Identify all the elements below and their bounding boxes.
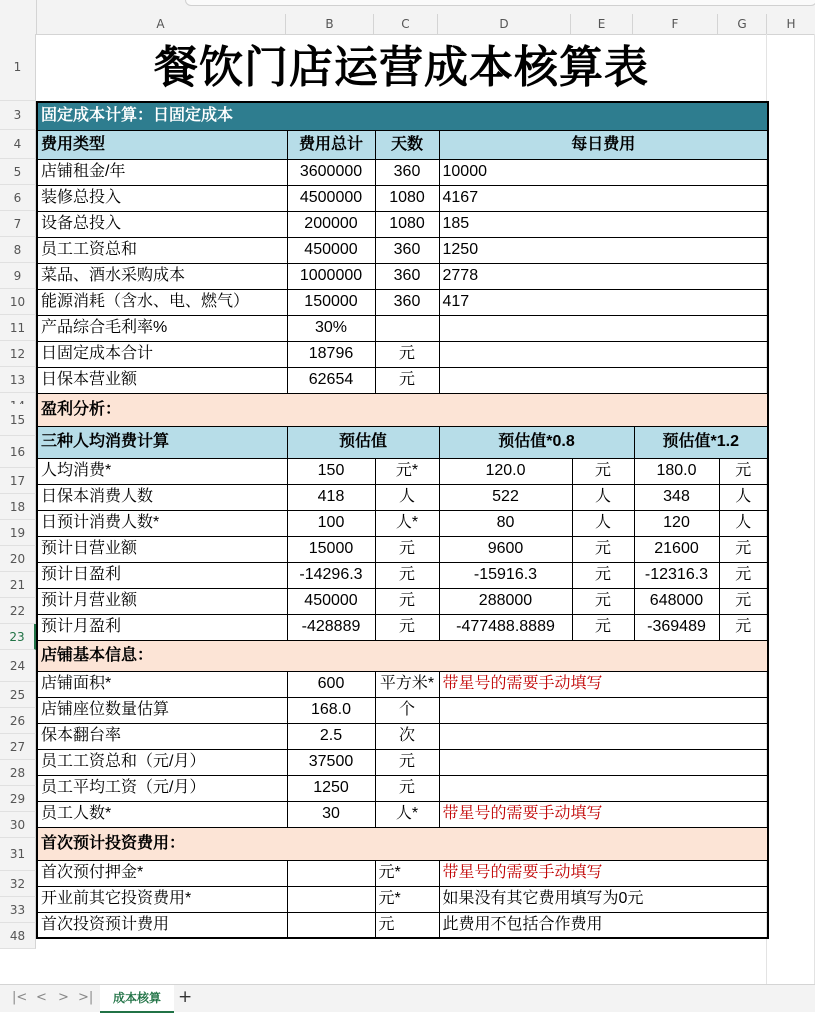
- cell[interactable]: -428889: [287, 614, 375, 640]
- cell[interactable]: 1250: [287, 775, 375, 801]
- cell[interactable]: 元: [572, 614, 634, 640]
- select-all-corner[interactable]: [0, 0, 37, 34]
- cell[interactable]: 店铺租金/年: [37, 159, 287, 185]
- row-header-33[interactable]: 33: [0, 897, 36, 923]
- cell[interactable]: -14296.3: [287, 562, 375, 588]
- first-sheet-icon[interactable]: |<: [12, 990, 28, 1005]
- cell[interactable]: 带星号的需要手动填写: [439, 671, 768, 697]
- cell[interactable]: 能源消耗（含水、电、燃气）: [37, 289, 287, 315]
- cell[interactable]: -12316.3: [634, 562, 719, 588]
- row-header-20[interactable]: 20: [0, 546, 36, 572]
- cell[interactable]: 日固定成本合计: [37, 341, 287, 367]
- cell[interactable]: 个: [375, 697, 439, 723]
- cell[interactable]: 人: [375, 484, 439, 510]
- header-cell[interactable]: 费用总计: [287, 130, 375, 159]
- cell[interactable]: 元: [375, 367, 439, 393]
- header-cell[interactable]: 预估值: [287, 426, 439, 458]
- cell[interactable]: [439, 749, 768, 775]
- row-header-23[interactable]: 23: [0, 624, 36, 650]
- sheet-title[interactable]: 餐饮门店运营成本核算表: [154, 42, 649, 93]
- cell[interactable]: 元: [375, 749, 439, 775]
- cell[interactable]: 元: [375, 614, 439, 640]
- section-fixed-cost[interactable]: 固定成本计算：日固定成本: [37, 102, 768, 130]
- header-cell[interactable]: 预估值*0.8: [439, 426, 634, 458]
- cell[interactable]: 4500000: [287, 185, 375, 211]
- row-header-3[interactable]: 3: [0, 101, 36, 130]
- cell[interactable]: 2778: [439, 263, 768, 289]
- table-row: [37, 749, 768, 775]
- header-row: [37, 130, 768, 159]
- cell[interactable]: -369489: [634, 614, 719, 640]
- cell[interactable]: 员工工资总和（元/月）: [37, 749, 287, 775]
- header-cell[interactable]: 天数: [375, 130, 439, 159]
- header-cell[interactable]: 三种人均消费计算: [37, 426, 287, 458]
- formula-bar-edge: [185, 0, 815, 6]
- section-profit[interactable]: 盈利分析：: [37, 393, 768, 426]
- cell[interactable]: 店铺座位数量估算: [37, 697, 287, 723]
- cell[interactable]: 元: [375, 536, 439, 562]
- cell[interactable]: 3600000: [287, 159, 375, 185]
- cell[interactable]: 预计日营业额: [37, 536, 287, 562]
- next-sheet-icon[interactable]: >: [58, 990, 69, 1005]
- row-header-4[interactable]: 4: [0, 130, 36, 159]
- cell[interactable]: 185: [439, 211, 768, 237]
- cell[interactable]: -477488.8889: [439, 614, 572, 640]
- row-header-21[interactable]: 21: [0, 572, 36, 598]
- row-header-19[interactable]: 19: [0, 520, 36, 546]
- table-row: [37, 341, 768, 367]
- cell[interactable]: 180.0: [634, 458, 719, 484]
- cell[interactable]: 元: [719, 588, 768, 614]
- row-header-27[interactable]: 27: [0, 734, 36, 760]
- cell[interactable]: 30: [287, 801, 375, 827]
- section-investment[interactable]: 首次预计投资费用：: [37, 827, 768, 860]
- column-header-bar: [0, 0, 815, 35]
- cell[interactable]: 9600: [439, 536, 572, 562]
- cell[interactable]: 450000: [287, 588, 375, 614]
- row-header-24[interactable]: 24: [0, 650, 36, 682]
- cell[interactable]: 元: [375, 912, 439, 938]
- table-row: [37, 860, 768, 886]
- cell[interactable]: 元: [375, 588, 439, 614]
- col-header-d[interactable]: D: [438, 14, 571, 34]
- row-header-31[interactable]: 31: [0, 838, 36, 871]
- last-sheet-icon[interactable]: >|: [78, 990, 94, 1005]
- cell[interactable]: 日保本消费人数: [37, 484, 287, 510]
- cell[interactable]: 元: [572, 536, 634, 562]
- section-row: [37, 102, 768, 130]
- cell[interactable]: 200000: [287, 211, 375, 237]
- cell[interactable]: [287, 912, 375, 938]
- row-header-12[interactable]: 12: [0, 341, 36, 367]
- cell[interactable]: [439, 697, 768, 723]
- header-cell[interactable]: 预估值*1.2: [634, 426, 768, 458]
- cell[interactable]: 产品综合毛利率%: [37, 315, 287, 341]
- row-header-5[interactable]: 5: [0, 159, 36, 185]
- sheet-tab-bar: [0, 984, 815, 1012]
- cell[interactable]: 1080: [375, 185, 439, 211]
- cell[interactable]: 元: [375, 341, 439, 367]
- table-row: [37, 484, 768, 510]
- section-row: [37, 393, 768, 426]
- cell[interactable]: -15916.3: [439, 562, 572, 588]
- cell[interactable]: 日保本营业额: [37, 367, 287, 393]
- table-row: [37, 315, 768, 341]
- col-header-h[interactable]: H: [767, 14, 815, 34]
- sheet-tab-cost[interactable]: 成本核算: [100, 985, 174, 1013]
- cell[interactable]: 37500: [287, 749, 375, 775]
- row-header-30[interactable]: 30: [0, 812, 36, 838]
- prev-sheet-icon[interactable]: <: [36, 990, 47, 1005]
- cell[interactable]: 348: [634, 484, 719, 510]
- row-header-9[interactable]: 9: [0, 263, 36, 289]
- cell[interactable]: 设备总投入: [37, 211, 287, 237]
- header-row: [37, 426, 768, 458]
- cell[interactable]: 人*: [375, 801, 439, 827]
- cell[interactable]: 人: [719, 484, 768, 510]
- section-row: [37, 640, 768, 671]
- cell[interactable]: 288000: [439, 588, 572, 614]
- row-header-15[interactable]: 15: [0, 404, 36, 436]
- cell[interactable]: [439, 775, 768, 801]
- cell[interactable]: 62654: [287, 367, 375, 393]
- cell[interactable]: 人均消费*: [37, 458, 287, 484]
- cell[interactable]: 首次投资预计费用: [37, 912, 287, 938]
- cell[interactable]: 4167: [439, 185, 768, 211]
- cell[interactable]: 员工平均工资（元/月）: [37, 775, 287, 801]
- cell[interactable]: 日预计消费人数*: [37, 510, 287, 536]
- table-row: [37, 886, 768, 912]
- section-row: [37, 827, 768, 860]
- row-header-32[interactable]: 32: [0, 871, 36, 897]
- cell[interactable]: 18796: [287, 341, 375, 367]
- row-header-25[interactable]: 25: [0, 682, 36, 708]
- cell[interactable]: [439, 315, 768, 341]
- cell[interactable]: 80: [439, 510, 572, 536]
- cell[interactable]: 元: [719, 536, 768, 562]
- cell[interactable]: 元*: [375, 886, 439, 912]
- cell[interactable]: 1250: [439, 237, 768, 263]
- col-header-e[interactable]: E: [571, 14, 633, 34]
- cell[interactable]: 预计月盈利: [37, 614, 287, 640]
- cell[interactable]: 15000: [287, 536, 375, 562]
- cell[interactable]: 360: [375, 289, 439, 315]
- table-row: [37, 510, 768, 536]
- cell[interactable]: 元: [719, 614, 768, 640]
- cell[interactable]: 员工人数*: [37, 801, 287, 827]
- table-row: [37, 562, 768, 588]
- row-header-1[interactable]: 1: [0, 34, 36, 101]
- cell[interactable]: 人: [719, 510, 768, 536]
- cell[interactable]: 预计日盈利: [37, 562, 287, 588]
- col-header-b[interactable]: B: [286, 14, 374, 34]
- table-row: [37, 289, 768, 315]
- cell[interactable]: 次: [375, 723, 439, 749]
- table-row: [37, 671, 768, 697]
- cell[interactable]: 员工工资总和: [37, 237, 287, 263]
- cell[interactable]: 150: [287, 458, 375, 484]
- cell[interactable]: 带星号的需要手动填写: [439, 801, 768, 827]
- cell[interactable]: 1080: [375, 211, 439, 237]
- table-row: [37, 588, 768, 614]
- cell[interactable]: 600: [287, 671, 375, 697]
- cell[interactable]: 10000: [439, 159, 768, 185]
- cell[interactable]: 120.0: [439, 458, 572, 484]
- cell[interactable]: 168.0: [287, 697, 375, 723]
- table-row: [37, 801, 768, 827]
- cell[interactable]: 418: [287, 484, 375, 510]
- cell[interactable]: [287, 860, 375, 886]
- header-cell[interactable]: 每日费用: [439, 130, 768, 159]
- col-header-c[interactable]: C: [374, 14, 438, 34]
- row-header-26[interactable]: 26: [0, 708, 36, 734]
- cell[interactable]: 开业前其它投资费用*: [37, 886, 287, 912]
- cost-table: [36, 101, 769, 939]
- table-row: [37, 697, 768, 723]
- cell[interactable]: 平方米*: [375, 671, 439, 697]
- row-header-18[interactable]: 18: [0, 494, 36, 520]
- row-header-11[interactable]: 11: [0, 315, 36, 341]
- cell[interactable]: 元*: [375, 458, 439, 484]
- row-header-7[interactable]: 7: [0, 211, 36, 237]
- cell[interactable]: [287, 886, 375, 912]
- cell[interactable]: 如果没有其它费用填写为0元: [439, 886, 768, 912]
- cell[interactable]: 此费用不包括合作费用: [439, 912, 768, 938]
- table-row: [37, 614, 768, 640]
- cell[interactable]: 首次预付押金*: [37, 860, 287, 886]
- table-row: [37, 723, 768, 749]
- cell[interactable]: [439, 723, 768, 749]
- cell[interactable]: 元: [572, 562, 634, 588]
- cell[interactable]: 1000000: [287, 263, 375, 289]
- cell[interactable]: 人: [572, 510, 634, 536]
- row-header-28[interactable]: 28: [0, 760, 36, 786]
- cell[interactable]: 360: [375, 263, 439, 289]
- cell[interactable]: 648000: [634, 588, 719, 614]
- cell[interactable]: 522: [439, 484, 572, 510]
- table-row: [37, 211, 768, 237]
- cell[interactable]: 人: [572, 484, 634, 510]
- cell[interactable]: 360: [375, 237, 439, 263]
- cell[interactable]: 417: [439, 289, 768, 315]
- cell[interactable]: 2.5: [287, 723, 375, 749]
- table-row: [37, 263, 768, 289]
- cell[interactable]: [375, 315, 439, 341]
- cell[interactable]: [439, 367, 768, 393]
- row-header-8[interactable]: 8: [0, 237, 36, 263]
- table-row: [37, 237, 768, 263]
- cell[interactable]: [439, 341, 768, 367]
- cell[interactable]: 360: [375, 159, 439, 185]
- cell[interactable]: 店铺面积*: [37, 671, 287, 697]
- cell[interactable]: 元: [719, 458, 768, 484]
- cell[interactable]: 元: [375, 775, 439, 801]
- cell[interactable]: 元: [572, 588, 634, 614]
- add-sheet-icon[interactable]: +: [178, 987, 193, 1007]
- row-header-29[interactable]: 29: [0, 786, 36, 812]
- cell[interactable]: 30%: [287, 315, 375, 341]
- cell[interactable]: 120: [634, 510, 719, 536]
- cell[interactable]: 人*: [375, 510, 439, 536]
- col-header-f[interactable]: F: [633, 14, 718, 34]
- table-row: [37, 159, 768, 185]
- col-header-a[interactable]: A: [36, 14, 286, 34]
- table-row: [37, 912, 768, 938]
- cell[interactable]: 450000: [287, 237, 375, 263]
- table-row: [37, 536, 768, 562]
- row-header-16[interactable]: 16: [0, 436, 36, 468]
- header-cell[interactable]: 费用类型: [37, 130, 287, 159]
- cell[interactable]: 元: [719, 562, 768, 588]
- table-row: [37, 367, 768, 393]
- row-header-13[interactable]: 13: [0, 367, 36, 393]
- table-row: [37, 775, 768, 801]
- cell[interactable]: 菜品、酒水采购成本: [37, 263, 287, 289]
- section-store-info[interactable]: 店铺基本信息：: [37, 640, 768, 671]
- cell[interactable]: 装修总投入: [37, 185, 287, 211]
- cell[interactable]: 21600: [634, 536, 719, 562]
- col-header-g[interactable]: G: [718, 14, 767, 34]
- row-header-6[interactable]: 6: [0, 185, 36, 211]
- table-row: [37, 185, 768, 211]
- row-header-48[interactable]: 48: [0, 923, 36, 949]
- row-header-22[interactable]: 22: [0, 598, 36, 624]
- row-header-17[interactable]: 17: [0, 468, 36, 494]
- cell[interactable]: 元: [375, 562, 439, 588]
- table-row: [37, 458, 768, 484]
- row-header-10[interactable]: 10: [0, 289, 36, 315]
- cell[interactable]: 元*: [375, 860, 439, 886]
- cell[interactable]: 保本翻台率: [37, 723, 287, 749]
- cell[interactable]: 预计月营业额: [37, 588, 287, 614]
- cell[interactable]: 100: [287, 510, 375, 536]
- cell[interactable]: 带星号的需要手动填写: [439, 860, 768, 886]
- cell[interactable]: 150000: [287, 289, 375, 315]
- cell[interactable]: 元: [572, 458, 634, 484]
